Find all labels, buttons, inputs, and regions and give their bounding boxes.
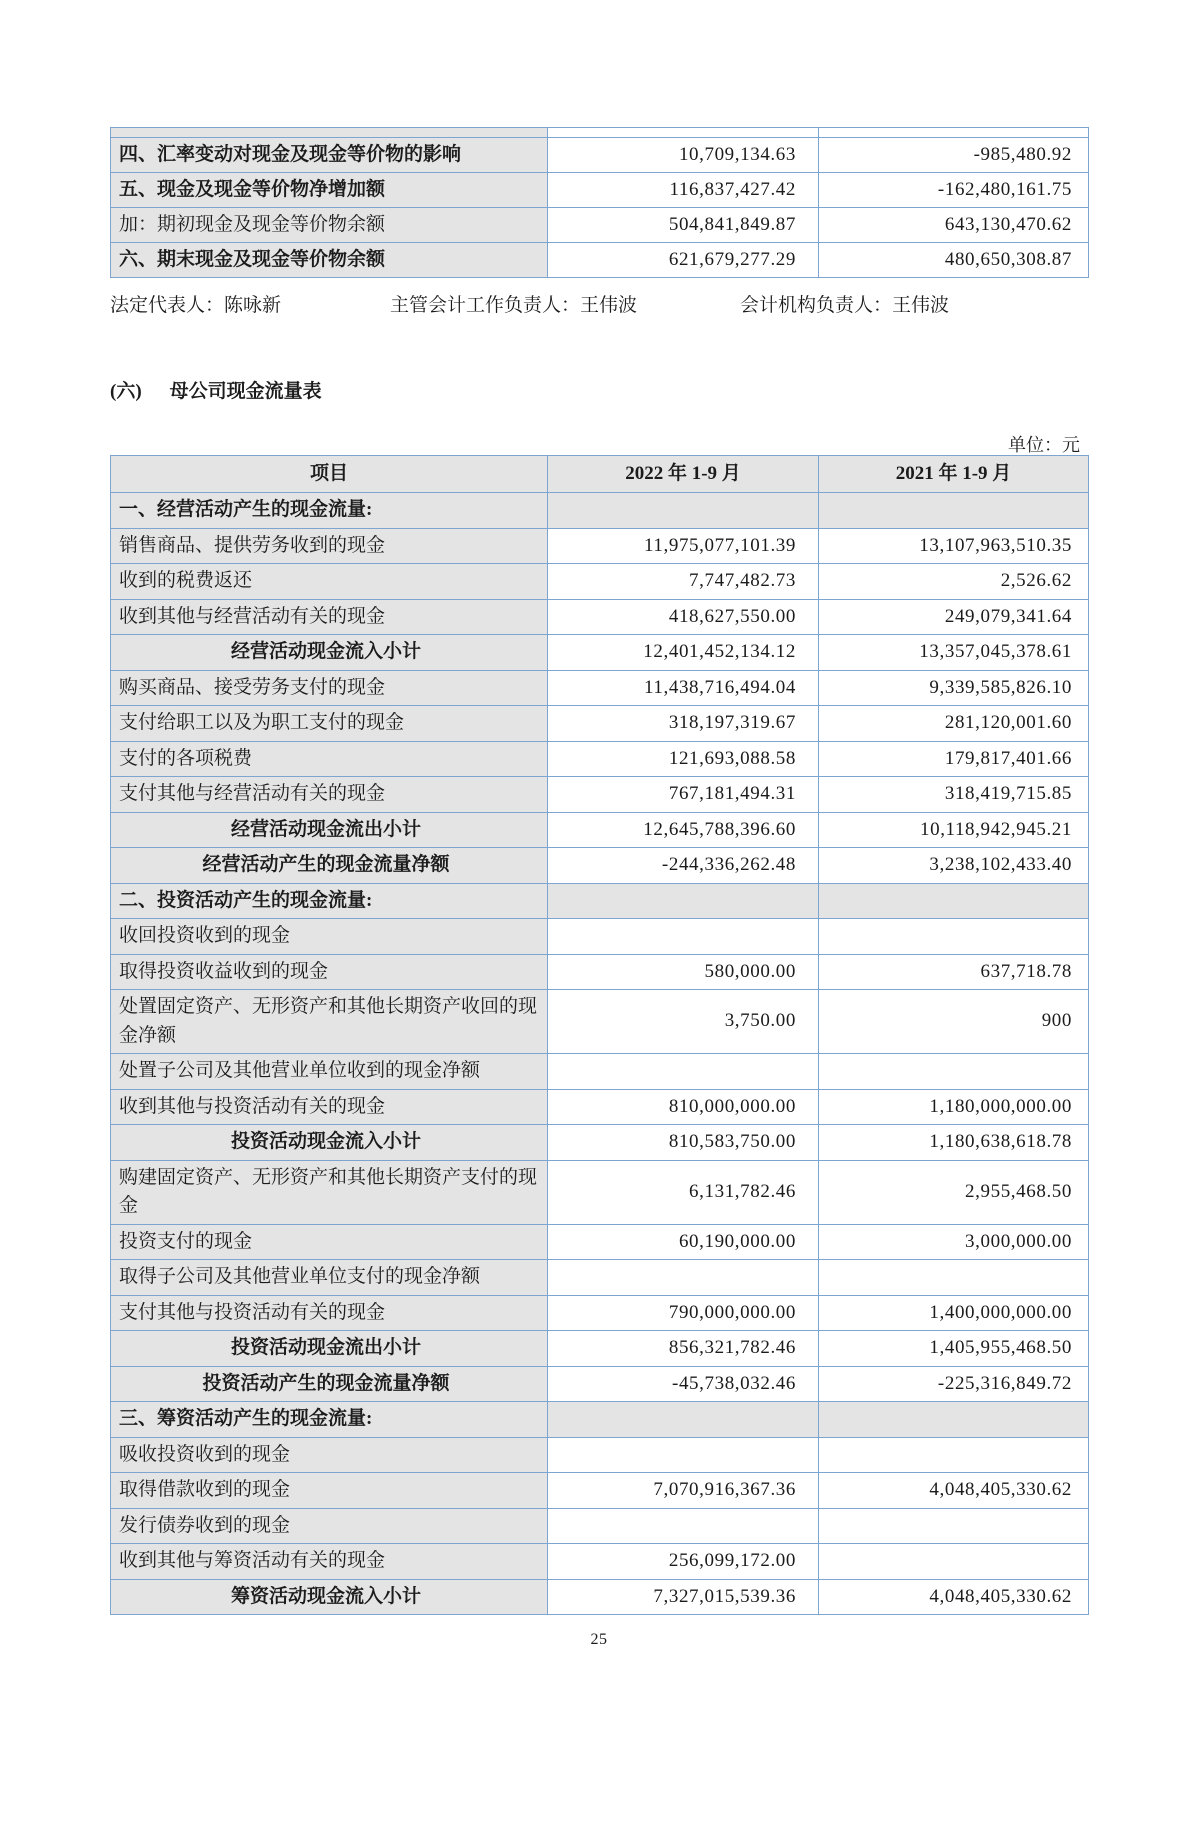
row-label: 取得借款收到的现金 [111, 1473, 548, 1509]
table-row [111, 1579, 1089, 1615]
row-label: 收回投资收到的现金 [111, 919, 548, 955]
value-2022: -45,738,032.46 [548, 1366, 819, 1402]
row-label: 购建固定资产、无形资产和其他长期资产支付的现金 [111, 1160, 548, 1224]
value-2022: 256,099,172.00 [548, 1544, 819, 1580]
table-row [111, 1331, 1089, 1367]
value-2022: 810,583,750.00 [548, 1125, 819, 1161]
row-label: 投资活动现金流出小计 [111, 1331, 548, 1367]
value-2021 [819, 1260, 1089, 1296]
value-2022: 580,000.00 [548, 954, 819, 990]
accounting-dept-head: 会计机构负责人：王伟波 [740, 295, 950, 316]
row-label: 支付的各项税费 [111, 741, 548, 777]
value-2021: 643,130,470.62 [819, 208, 1089, 243]
table-row [111, 1224, 1089, 1260]
row-label: 收到其他与投资活动有关的现金 [111, 1089, 548, 1125]
table-row [111, 243, 1089, 278]
value-2021: -162,480,161.75 [819, 173, 1089, 208]
row-label: 购买商品、接受劳务支付的现金 [111, 670, 548, 706]
row-label: 发行债券收到的现金 [111, 1508, 548, 1544]
row-label: 取得子公司及其他营业单位支付的现金净额 [111, 1260, 548, 1296]
table-row [111, 635, 1089, 671]
table-row [111, 173, 1089, 208]
table-row [111, 1160, 1089, 1224]
value-2022 [548, 883, 819, 919]
table-row [111, 777, 1089, 813]
row-label: 吸收投资收到的现金 [111, 1437, 548, 1473]
parent-company-cash-flow-table [110, 455, 1089, 1615]
row-label: 取得投资收益收到的现金 [111, 954, 548, 990]
value-2021: 3,238,102,433.40 [819, 848, 1089, 884]
row-label: 处置子公司及其他营业单位收到的现金净额 [111, 1054, 548, 1090]
row-label: 投资活动产生的现金流量净额 [111, 1366, 548, 1402]
value-2021 [819, 1508, 1089, 1544]
value-2022: 11,438,716,494.04 [548, 670, 819, 706]
table-row [111, 1295, 1089, 1331]
row-label: 加：期初现金及现金等价物余额 [111, 208, 548, 243]
value-2022: 3,750.00 [548, 990, 819, 1054]
unit-label: 单位：元 [1008, 435, 1080, 455]
signature-line [110, 290, 1088, 314]
value-2021 [819, 493, 1089, 529]
table-row [111, 1508, 1089, 1544]
table-row [111, 138, 1089, 173]
row-label: 经营活动现金流入小计 [111, 635, 548, 671]
row-label: 支付给职工以及为职工支付的现金 [111, 706, 548, 742]
table-row [111, 1054, 1089, 1090]
chief-accounting-officer: 主管会计工作负责人：王伟波 [390, 295, 638, 316]
value-2022: 12,645,788,396.60 [548, 812, 819, 848]
value-2022 [548, 1402, 819, 1438]
header-row [111, 456, 1089, 493]
value-2021: 281,120,001.60 [819, 706, 1089, 742]
value-2022: 60,190,000.00 [548, 1224, 819, 1260]
table-row [111, 1089, 1089, 1125]
table-row [111, 528, 1089, 564]
value-2022: 790,000,000.00 [548, 1295, 819, 1331]
value-2022: 10,709,134.63 [548, 138, 819, 173]
row-label: 处置固定资产、无形资产和其他长期资产收回的现金净额 [111, 990, 548, 1054]
row-label: 支付其他与经营活动有关的现金 [111, 777, 548, 813]
value-2021 [819, 128, 1089, 138]
table-row [111, 1366, 1089, 1402]
section-heading [110, 376, 1088, 403]
value-2021: 179,817,401.66 [819, 741, 1089, 777]
value-2022: 116,837,427.42 [548, 173, 819, 208]
value-2021: 10,118,942,945.21 [819, 812, 1089, 848]
table-row [111, 990, 1089, 1054]
value-2021: 4,048,405,330.62 [819, 1473, 1089, 1509]
value-2022: 810,000,000.00 [548, 1089, 819, 1125]
table-row [111, 883, 1089, 919]
value-2021 [819, 1402, 1089, 1438]
value-2022: 318,197,319.67 [548, 706, 819, 742]
value-2021: 13,107,963,510.35 [819, 528, 1089, 564]
value-2022: 856,321,782.46 [548, 1331, 819, 1367]
row-label: 收到其他与筹资活动有关的现金 [111, 1544, 548, 1580]
table-row [111, 919, 1089, 955]
value-2021 [819, 919, 1089, 955]
value-2022: 504,841,849.87 [548, 208, 819, 243]
row-label: 筹资活动现金流入小计 [111, 1579, 548, 1615]
row-label: 投资支付的现金 [111, 1224, 548, 1260]
partial-row [111, 128, 1089, 138]
page-number: 25 [590, 1631, 608, 1648]
value-2021: 1,405,955,468.50 [819, 1331, 1089, 1367]
value-2021: 3,000,000.00 [819, 1224, 1089, 1260]
value-2022: 7,747,482.73 [548, 564, 819, 600]
value-2021: 480,650,308.87 [819, 243, 1089, 278]
row-label: 收到其他与经营活动有关的现金 [111, 599, 548, 635]
page-content [110, 127, 1088, 1649]
table-row [111, 1125, 1089, 1161]
row-label: 四、汇率变动对现金及现金等价物的影响 [111, 138, 548, 173]
value-2022 [548, 1260, 819, 1296]
value-2022: 418,627,550.00 [548, 599, 819, 635]
value-2022: 121,693,088.58 [548, 741, 819, 777]
table-row [111, 741, 1089, 777]
row-label: 二、投资活动产生的现金流量: [111, 883, 548, 919]
row-label [111, 128, 548, 138]
value-2022 [548, 493, 819, 529]
value-2022 [548, 1508, 819, 1544]
row-label: 投资活动现金流入小计 [111, 1125, 548, 1161]
table-row [111, 564, 1089, 600]
table-row [111, 1544, 1089, 1580]
value-2022: 6,131,782.46 [548, 1160, 819, 1224]
row-label: 一、经营活动产生的现金流量: [111, 493, 548, 529]
value-2021: 2,526.62 [819, 564, 1089, 600]
value-2022 [548, 128, 819, 138]
table-row [111, 599, 1089, 635]
legal-representative: 法定代表人：陈咏新 [110, 295, 282, 316]
value-2021: 318,419,715.85 [819, 777, 1089, 813]
table-row [111, 1473, 1089, 1509]
value-2022: 621,679,277.29 [548, 243, 819, 278]
value-2021: 4,048,405,330.62 [819, 1579, 1089, 1615]
value-2021: -985,480.92 [819, 138, 1089, 173]
cash-flow-summary-table [110, 127, 1089, 278]
table-row [111, 670, 1089, 706]
value-2022: -244,336,262.48 [548, 848, 819, 884]
value-2022 [548, 919, 819, 955]
value-2021 [819, 1437, 1089, 1473]
main-table-body [111, 456, 1089, 1615]
top-table-body [111, 128, 1089, 278]
table-row [111, 208, 1089, 243]
table-row [111, 1402, 1089, 1438]
table-row [111, 706, 1089, 742]
value-2021 [819, 1054, 1089, 1090]
table-row [111, 954, 1089, 990]
value-2021: 2,955,468.50 [819, 1160, 1089, 1224]
value-2021 [819, 883, 1089, 919]
table-row [111, 493, 1089, 529]
table-row [111, 1260, 1089, 1296]
value-2022 [548, 1054, 819, 1090]
value-2022: 11,975,077,101.39 [548, 528, 819, 564]
row-label: 销售商品、提供劳务收到的现金 [111, 528, 548, 564]
column-header-item: 项目 [111, 456, 548, 493]
section-index: (六) [110, 381, 142, 402]
value-2021: 1,180,638,618.78 [819, 1125, 1089, 1161]
value-2021: 900 [819, 990, 1089, 1054]
row-label: 支付其他与投资活动有关的现金 [111, 1295, 548, 1331]
column-header-2021: 2021 年 1-9 月 [819, 456, 1089, 493]
section-title: 母公司现金流量表 [169, 381, 322, 402]
value-2022: 7,327,015,539.36 [548, 1579, 819, 1615]
table-row [111, 1437, 1089, 1473]
value-2022 [548, 1437, 819, 1473]
value-2022: 767,181,494.31 [548, 777, 819, 813]
value-2022: 12,401,452,134.12 [548, 635, 819, 671]
value-2021: 637,718.78 [819, 954, 1089, 990]
row-label: 六、期末现金及现金等价物余额 [111, 243, 548, 278]
row-label: 经营活动产生的现金流量净额 [111, 848, 548, 884]
column-header-2022: 2022 年 1-9 月 [548, 456, 819, 493]
value-2021: 1,400,000,000.00 [819, 1295, 1089, 1331]
table-row [111, 812, 1089, 848]
value-2021 [819, 1544, 1089, 1580]
value-2021: 9,339,585,826.10 [819, 670, 1089, 706]
table-row [111, 848, 1089, 884]
row-label: 经营活动现金流出小计 [111, 812, 548, 848]
value-2021: 249,079,341.64 [819, 599, 1089, 635]
value-2021: -225,316,849.72 [819, 1366, 1089, 1402]
value-2021: 13,357,045,378.61 [819, 635, 1089, 671]
value-2022: 7,070,916,367.36 [548, 1473, 819, 1509]
row-label: 三、筹资活动产生的现金流量: [111, 1402, 548, 1438]
row-label: 收到的税费返还 [111, 564, 548, 600]
value-2021: 1,180,000,000.00 [819, 1089, 1089, 1125]
row-label: 五、现金及现金等价物净增加额 [111, 173, 548, 208]
